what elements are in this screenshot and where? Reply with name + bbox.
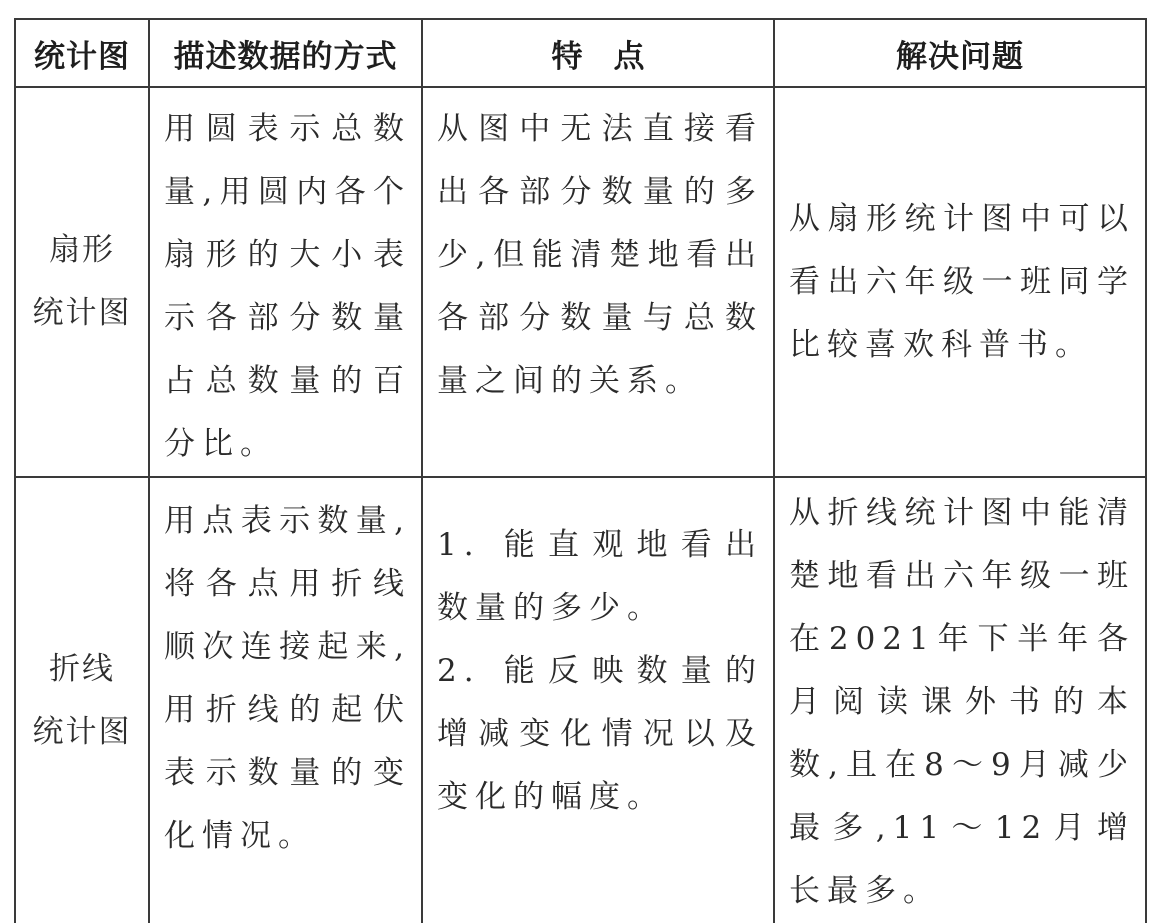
features-cell — [422, 87, 774, 477]
comparison-table — [14, 18, 1147, 923]
feature-item: 1. 能直观地看出数量的多少。 — [437, 527, 763, 626]
category-cell — [15, 87, 149, 477]
header-chart-type: 统计图 — [15, 19, 149, 87]
solves-cell: 从扇形统计图中可以看出六年级一班同学比较喜欢科普书。 — [774, 87, 1146, 477]
solves-cell: 从折线统计图中能清楚地看出六年级一班在2021年下半年各月阅读课外书的本数,且在8～9月减少最多,11～12月增长最多。 — [774, 477, 1146, 923]
description-cell: 用点表示数量,将各点用折线顺次连接起来,用折线的起伏表示数量的变化情况。 — [149, 477, 422, 923]
table-row — [15, 477, 1146, 923]
feature-item: 从图中无法直接看出各部分数量的多少,但能清楚地看出各部分数量与总数量之间的关系。 — [437, 111, 763, 399]
category-line: 折线 — [49, 650, 115, 687]
table-row — [15, 87, 1146, 477]
category-line: 统计图 — [32, 295, 132, 331]
feature-item: 2. 能反映数量的增减变化情况以及变化的幅度。 — [437, 653, 763, 815]
header-features: 特 点 — [422, 19, 774, 87]
category-line: 统计图 — [32, 713, 132, 750]
header-row — [15, 19, 1146, 87]
category-line: 扇形 — [49, 232, 115, 268]
description-cell: 用圆表示总数量,用圆内各个扇形的大小表示各部分数量占总数量的百分比。 — [149, 87, 422, 477]
header-description: 描述数据的方式 — [149, 19, 422, 87]
header-solves: 解决问题 — [774, 19, 1146, 87]
category-cell — [15, 477, 149, 923]
features-cell — [422, 477, 774, 923]
